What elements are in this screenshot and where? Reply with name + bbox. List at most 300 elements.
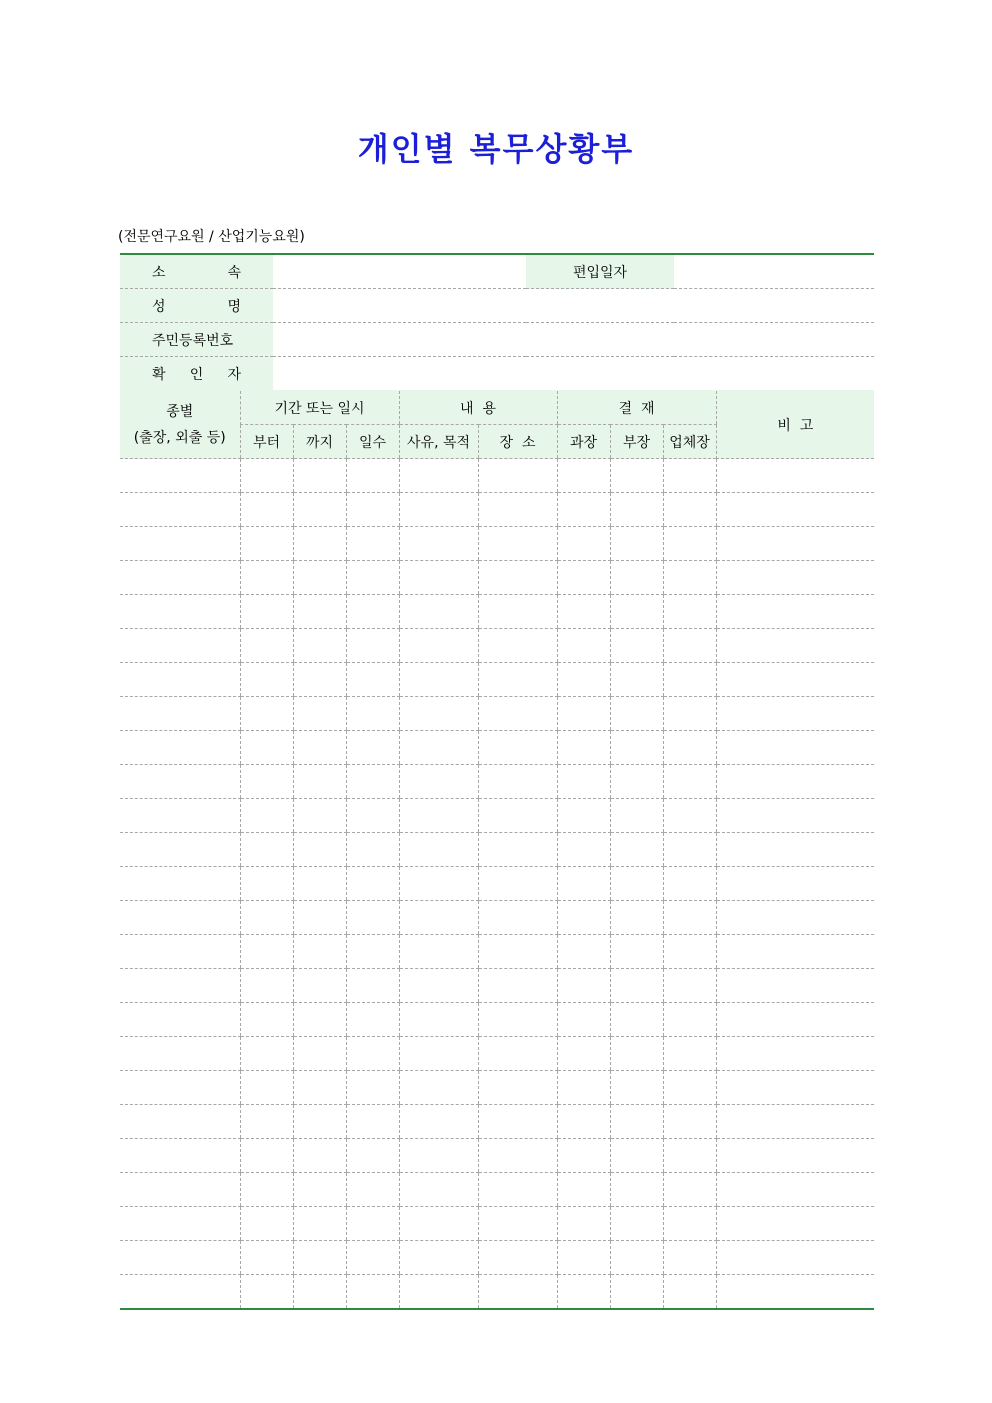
- manager-cell[interactable]: [557, 867, 610, 901]
- table-row: [120, 867, 874, 901]
- ceo-header: 업체장: [663, 425, 716, 459]
- ceo-cell[interactable]: [663, 629, 716, 663]
- days-cell[interactable]: [346, 969, 399, 1003]
- reason-cell[interactable]: [399, 901, 478, 935]
- reason-cell[interactable]: [399, 765, 478, 799]
- type-cell[interactable]: [120, 1139, 240, 1173]
- ceo-cell[interactable]: [663, 663, 716, 697]
- remarks-cell[interactable]: [716, 561, 874, 595]
- reason-cell[interactable]: [399, 459, 478, 493]
- type-cell[interactable]: [120, 867, 240, 901]
- place-cell[interactable]: [478, 561, 557, 595]
- type-cell[interactable]: [120, 1003, 240, 1037]
- type-header: [120, 391, 240, 459]
- manager-cell[interactable]: [557, 527, 610, 561]
- table-row: [120, 595, 874, 629]
- to-cell[interactable]: [293, 663, 346, 697]
- manager-cell[interactable]: [557, 1207, 610, 1241]
- director-cell[interactable]: [610, 595, 663, 629]
- page-title: 개인별 복무상황부: [357, 130, 635, 168]
- remarks-cell[interactable]: [716, 969, 874, 1003]
- director-cell[interactable]: [610, 1139, 663, 1173]
- type-cell[interactable]: [120, 663, 240, 697]
- manager-cell[interactable]: [557, 1071, 610, 1105]
- place-cell[interactable]: [478, 901, 557, 935]
- type-cell[interactable]: [120, 697, 240, 731]
- manager-cell[interactable]: [557, 1003, 610, 1037]
- from-cell[interactable]: [240, 1207, 293, 1241]
- from-cell[interactable]: [240, 969, 293, 1003]
- days-cell[interactable]: [346, 833, 399, 867]
- to-cell[interactable]: [293, 527, 346, 561]
- remarks-cell[interactable]: [716, 1139, 874, 1173]
- reason-cell[interactable]: [399, 493, 478, 527]
- ceo-cell[interactable]: [663, 1105, 716, 1139]
- reason-cell[interactable]: [399, 1173, 478, 1207]
- reason-cell[interactable]: [399, 527, 478, 561]
- from-cell[interactable]: [240, 527, 293, 561]
- remarks-cell[interactable]: [716, 731, 874, 765]
- type-cell[interactable]: [120, 1105, 240, 1139]
- table-row: [120, 1037, 874, 1071]
- type-cell[interactable]: [120, 459, 240, 493]
- remarks-cell[interactable]: [716, 527, 874, 561]
- from-header: 부터: [240, 425, 293, 459]
- days-cell[interactable]: [346, 561, 399, 595]
- remarks-cell[interactable]: [716, 1003, 874, 1037]
- remarks-cell[interactable]: [716, 901, 874, 935]
- from-cell[interactable]: [240, 663, 293, 697]
- place-cell[interactable]: [478, 1275, 557, 1310]
- period-header: 기간 또는 일시: [240, 391, 399, 425]
- remarks-cell[interactable]: [716, 765, 874, 799]
- table-row: [120, 697, 874, 731]
- table-row: [120, 1003, 874, 1037]
- director-cell[interactable]: [610, 561, 663, 595]
- reason-cell[interactable]: [399, 629, 478, 663]
- from-cell[interactable]: [240, 697, 293, 731]
- reason-cell[interactable]: [399, 1105, 478, 1139]
- approval-header: 결 재: [557, 391, 716, 425]
- manager-cell[interactable]: [557, 459, 610, 493]
- confirmer-label-char: 자: [227, 366, 241, 383]
- remarks-cell[interactable]: [716, 629, 874, 663]
- remarks-cell[interactable]: [716, 935, 874, 969]
- director-cell[interactable]: [610, 935, 663, 969]
- ceo-cell[interactable]: [663, 1275, 716, 1310]
- days-cell[interactable]: [346, 1207, 399, 1241]
- reason-cell[interactable]: [399, 1275, 478, 1310]
- type-cell[interactable]: [120, 765, 240, 799]
- ceo-cell[interactable]: [663, 493, 716, 527]
- reason-cell[interactable]: [399, 867, 478, 901]
- reason-cell[interactable]: [399, 697, 478, 731]
- to-cell[interactable]: [293, 1173, 346, 1207]
- type-cell[interactable]: [120, 1241, 240, 1275]
- manager-cell[interactable]: [557, 561, 610, 595]
- table-row: [120, 1241, 874, 1275]
- director-cell[interactable]: [610, 663, 663, 697]
- ceo-cell[interactable]: [663, 1241, 716, 1275]
- reason-cell[interactable]: [399, 663, 478, 697]
- from-cell[interactable]: [240, 561, 293, 595]
- remarks-cell[interactable]: [716, 799, 874, 833]
- remarks-cell[interactable]: [716, 1207, 874, 1241]
- from-cell[interactable]: [240, 1173, 293, 1207]
- type-cell[interactable]: [120, 1173, 240, 1207]
- ceo-cell[interactable]: [663, 901, 716, 935]
- type-cell[interactable]: [120, 1071, 240, 1105]
- manager-cell[interactable]: [557, 935, 610, 969]
- name-label: [120, 289, 273, 323]
- ceo-cell[interactable]: [663, 1071, 716, 1105]
- from-cell[interactable]: [240, 595, 293, 629]
- remarks-cell[interactable]: [716, 1037, 874, 1071]
- place-cell[interactable]: [478, 629, 557, 663]
- place-cell[interactable]: [478, 867, 557, 901]
- director-cell[interactable]: [610, 833, 663, 867]
- to-cell[interactable]: [293, 969, 346, 1003]
- days-cell[interactable]: [346, 629, 399, 663]
- place-cell[interactable]: [478, 1105, 557, 1139]
- to-cell[interactable]: [293, 595, 346, 629]
- days-header: 일수: [346, 425, 399, 459]
- place-cell[interactable]: [478, 935, 557, 969]
- log-body: [120, 459, 874, 1310]
- director-cell[interactable]: [610, 697, 663, 731]
- table-row: [120, 765, 874, 799]
- director-cell[interactable]: [610, 629, 663, 663]
- ceo-cell[interactable]: [663, 935, 716, 969]
- reason-cell[interactable]: [399, 595, 478, 629]
- table-row: [120, 833, 874, 867]
- from-cell[interactable]: [240, 765, 293, 799]
- from-cell[interactable]: [240, 1003, 293, 1037]
- days-cell[interactable]: [346, 1275, 399, 1310]
- manager-cell[interactable]: [557, 493, 610, 527]
- table-row: [120, 935, 874, 969]
- to-cell[interactable]: [293, 1241, 346, 1275]
- director-cell[interactable]: [610, 969, 663, 1003]
- affiliation-label-char: 소: [152, 264, 166, 281]
- manager-cell[interactable]: [557, 1037, 610, 1071]
- manager-cell[interactable]: [557, 765, 610, 799]
- director-cell[interactable]: [610, 1105, 663, 1139]
- to-cell[interactable]: [293, 935, 346, 969]
- reason-cell[interactable]: [399, 731, 478, 765]
- table-row: [120, 969, 874, 1003]
- to-header: 까지: [293, 425, 346, 459]
- remarks-cell[interactable]: [716, 595, 874, 629]
- days-cell[interactable]: [346, 595, 399, 629]
- ceo-cell[interactable]: [663, 867, 716, 901]
- to-cell[interactable]: [293, 1207, 346, 1241]
- table-row: [120, 799, 874, 833]
- from-cell[interactable]: [240, 867, 293, 901]
- from-cell[interactable]: [240, 1037, 293, 1071]
- place-cell[interactable]: [478, 969, 557, 1003]
- to-cell[interactable]: [293, 629, 346, 663]
- place-cell[interactable]: [478, 663, 557, 697]
- remarks-cell[interactable]: [716, 1275, 874, 1310]
- director-cell[interactable]: [610, 1037, 663, 1071]
- reason-cell[interactable]: [399, 969, 478, 1003]
- enlist-date-label: 편입일자: [526, 254, 674, 289]
- to-cell[interactable]: [293, 1071, 346, 1105]
- director-cell[interactable]: [610, 1071, 663, 1105]
- to-cell[interactable]: [293, 1003, 346, 1037]
- director-cell[interactable]: [610, 1275, 663, 1310]
- place-cell[interactable]: [478, 1241, 557, 1275]
- place-cell[interactable]: [478, 1139, 557, 1173]
- resident-no-field[interactable]: [273, 323, 874, 357]
- days-cell[interactable]: [346, 493, 399, 527]
- form-subtitle: (전문연구요원 / 산업기능요원): [118, 229, 305, 245]
- manager-cell[interactable]: [557, 697, 610, 731]
- from-cell[interactable]: [240, 799, 293, 833]
- reason-cell[interactable]: [399, 1207, 478, 1241]
- to-cell[interactable]: [293, 765, 346, 799]
- place-cell[interactable]: [478, 1207, 557, 1241]
- reason-cell[interactable]: [399, 561, 478, 595]
- remarks-cell[interactable]: [716, 1241, 874, 1275]
- manager-cell[interactable]: [557, 1241, 610, 1275]
- type-cell[interactable]: [120, 969, 240, 1003]
- affiliation-label-char: 속: [227, 264, 241, 281]
- to-cell[interactable]: [293, 867, 346, 901]
- place-cell[interactable]: [478, 493, 557, 527]
- ceo-cell[interactable]: [663, 1037, 716, 1071]
- days-cell[interactable]: [346, 1037, 399, 1071]
- to-cell[interactable]: [293, 1105, 346, 1139]
- ceo-cell[interactable]: [663, 459, 716, 493]
- manager-cell[interactable]: [557, 833, 610, 867]
- ceo-cell[interactable]: [663, 527, 716, 561]
- manager-cell[interactable]: [557, 799, 610, 833]
- director-cell[interactable]: [610, 731, 663, 765]
- confirmer-field[interactable]: [273, 357, 874, 391]
- from-cell[interactable]: [240, 1139, 293, 1173]
- to-cell[interactable]: [293, 493, 346, 527]
- reason-cell[interactable]: [399, 935, 478, 969]
- director-cell[interactable]: [610, 1173, 663, 1207]
- type-cell[interactable]: [120, 629, 240, 663]
- director-cell[interactable]: [610, 1003, 663, 1037]
- days-cell[interactable]: [346, 527, 399, 561]
- director-cell[interactable]: [610, 901, 663, 935]
- type-cell[interactable]: [120, 935, 240, 969]
- place-cell[interactable]: [478, 833, 557, 867]
- name-label-char: 성: [152, 298, 166, 315]
- confirmer-label-char: 인: [189, 366, 204, 383]
- reason-cell[interactable]: [399, 1139, 478, 1173]
- days-cell[interactable]: [346, 799, 399, 833]
- from-cell[interactable]: [240, 1105, 293, 1139]
- from-cell[interactable]: [240, 459, 293, 493]
- manager-cell[interactable]: [557, 969, 610, 1003]
- from-cell[interactable]: [240, 1071, 293, 1105]
- place-cell[interactable]: [478, 765, 557, 799]
- remarks-cell[interactable]: [716, 1105, 874, 1139]
- reason-cell[interactable]: [399, 1037, 478, 1071]
- table-row: [120, 1071, 874, 1105]
- to-cell[interactable]: [293, 731, 346, 765]
- log-header-row-1: [120, 391, 874, 425]
- reason-cell[interactable]: [399, 1071, 478, 1105]
- name-field[interactable]: [273, 289, 874, 323]
- place-cell[interactable]: [478, 1173, 557, 1207]
- place-cell[interactable]: [478, 799, 557, 833]
- days-cell[interactable]: [346, 1105, 399, 1139]
- days-cell[interactable]: [346, 731, 399, 765]
- from-cell[interactable]: [240, 935, 293, 969]
- type-cell[interactable]: [120, 595, 240, 629]
- days-cell[interactable]: [346, 935, 399, 969]
- type-cell[interactable]: [120, 1207, 240, 1241]
- table-row: [120, 1139, 874, 1173]
- ceo-cell[interactable]: [663, 1003, 716, 1037]
- days-cell[interactable]: [346, 1241, 399, 1275]
- affiliation-row: [120, 254, 874, 289]
- type-cell[interactable]: [120, 901, 240, 935]
- manager-cell[interactable]: [557, 663, 610, 697]
- manager-cell[interactable]: [557, 595, 610, 629]
- manager-cell[interactable]: [557, 731, 610, 765]
- resident-no-row: [120, 323, 874, 357]
- remarks-cell[interactable]: [716, 833, 874, 867]
- type-header-label: 종별: [166, 403, 194, 420]
- from-cell[interactable]: [240, 731, 293, 765]
- to-cell[interactable]: [293, 1139, 346, 1173]
- affiliation-label: [120, 254, 273, 289]
- to-cell[interactable]: [293, 901, 346, 935]
- director-header: 부장: [610, 425, 663, 459]
- director-cell[interactable]: [610, 459, 663, 493]
- place-cell[interactable]: [478, 697, 557, 731]
- name-label-char: 명: [227, 298, 241, 315]
- remarks-cell[interactable]: [716, 1173, 874, 1207]
- affiliation-field[interactable]: [273, 254, 526, 289]
- ceo-cell[interactable]: [663, 731, 716, 765]
- days-cell[interactable]: [346, 1173, 399, 1207]
- days-cell[interactable]: [346, 765, 399, 799]
- remarks-cell[interactable]: [716, 697, 874, 731]
- ceo-cell[interactable]: [663, 833, 716, 867]
- to-cell[interactable]: [293, 1275, 346, 1310]
- reason-cell[interactable]: [399, 833, 478, 867]
- director-cell[interactable]: [610, 867, 663, 901]
- place-cell[interactable]: [478, 595, 557, 629]
- type-cell[interactable]: [120, 1275, 240, 1310]
- to-cell[interactable]: [293, 1037, 346, 1071]
- from-cell[interactable]: [240, 1275, 293, 1310]
- manager-cell[interactable]: [557, 1139, 610, 1173]
- director-cell[interactable]: [610, 527, 663, 561]
- director-cell[interactable]: [610, 1207, 663, 1241]
- place-cell[interactable]: [478, 731, 557, 765]
- personal-info-table: [120, 253, 874, 391]
- enlist-date-field[interactable]: [674, 254, 874, 289]
- ceo-cell[interactable]: [663, 561, 716, 595]
- ceo-cell[interactable]: [663, 1173, 716, 1207]
- place-cell[interactable]: [478, 459, 557, 493]
- reason-cell[interactable]: [399, 1003, 478, 1037]
- remarks-cell[interactable]: [716, 493, 874, 527]
- place-cell[interactable]: [478, 1037, 557, 1071]
- director-cell[interactable]: [610, 765, 663, 799]
- director-cell[interactable]: [610, 493, 663, 527]
- reason-cell[interactable]: [399, 1241, 478, 1275]
- from-cell[interactable]: [240, 629, 293, 663]
- days-cell[interactable]: [346, 663, 399, 697]
- to-cell[interactable]: [293, 697, 346, 731]
- from-cell[interactable]: [240, 833, 293, 867]
- to-cell[interactable]: [293, 561, 346, 595]
- from-cell[interactable]: [240, 1241, 293, 1275]
- to-cell[interactable]: [293, 799, 346, 833]
- remarks-cell[interactable]: [716, 459, 874, 493]
- table-row: [120, 459, 874, 493]
- remarks-cell[interactable]: [716, 867, 874, 901]
- type-cell[interactable]: [120, 833, 240, 867]
- days-cell[interactable]: [346, 697, 399, 731]
- remarks-header: 비 고: [716, 391, 874, 459]
- type-cell[interactable]: [120, 527, 240, 561]
- resident-no-label: [120, 323, 273, 357]
- type-cell[interactable]: [120, 1037, 240, 1071]
- remarks-cell[interactable]: [716, 1071, 874, 1105]
- confirmer-row: [120, 357, 874, 391]
- days-cell[interactable]: [346, 1139, 399, 1173]
- type-cell[interactable]: [120, 493, 240, 527]
- type-cell[interactable]: [120, 731, 240, 765]
- ceo-cell[interactable]: [663, 1139, 716, 1173]
- days-cell[interactable]: [346, 1071, 399, 1105]
- ceo-cell[interactable]: [663, 1207, 716, 1241]
- manager-cell[interactable]: [557, 901, 610, 935]
- place-cell[interactable]: [478, 1003, 557, 1037]
- type-header-sub: (출장, 외출 등): [133, 429, 226, 446]
- table-row: [120, 1275, 874, 1310]
- ceo-cell[interactable]: [663, 595, 716, 629]
- manager-cell[interactable]: [557, 1105, 610, 1139]
- director-cell[interactable]: [610, 1241, 663, 1275]
- manager-cell[interactable]: [557, 1275, 610, 1310]
- remarks-cell[interactable]: [716, 663, 874, 697]
- ceo-cell[interactable]: [663, 697, 716, 731]
- type-cell[interactable]: [120, 799, 240, 833]
- days-cell[interactable]: [346, 867, 399, 901]
- director-cell[interactable]: [610, 799, 663, 833]
- days-cell[interactable]: [346, 459, 399, 493]
- ceo-cell[interactable]: [663, 969, 716, 1003]
- type-cell[interactable]: [120, 561, 240, 595]
- reason-cell[interactable]: [399, 799, 478, 833]
- place-cell[interactable]: [478, 1071, 557, 1105]
- table-row: [120, 663, 874, 697]
- from-cell[interactable]: [240, 901, 293, 935]
- ceo-cell[interactable]: [663, 799, 716, 833]
- days-cell[interactable]: [346, 1003, 399, 1037]
- ceo-cell[interactable]: [663, 765, 716, 799]
- manager-cell[interactable]: [557, 629, 610, 663]
- from-cell[interactable]: [240, 493, 293, 527]
- manager-cell[interactable]: [557, 1173, 610, 1207]
- place-cell[interactable]: [478, 527, 557, 561]
- to-cell[interactable]: [293, 459, 346, 493]
- days-cell[interactable]: [346, 901, 399, 935]
- to-cell[interactable]: [293, 833, 346, 867]
